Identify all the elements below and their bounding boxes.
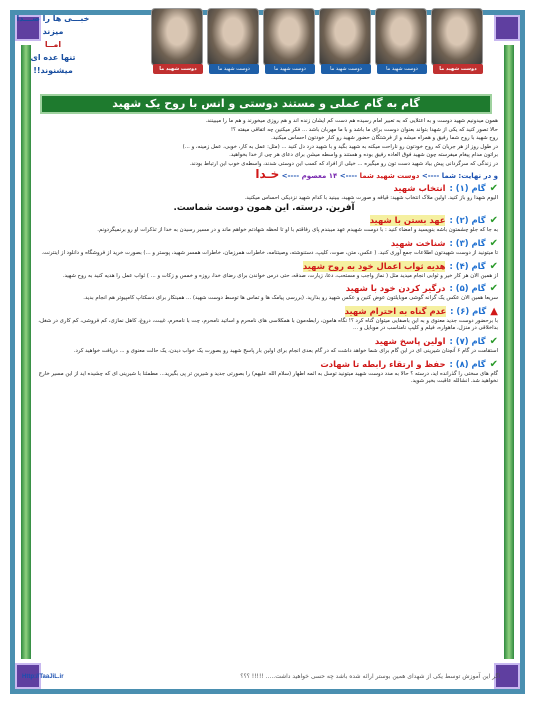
step-heading: [30, 359, 498, 370]
side-pillar: [504, 45, 514, 659]
photo-caption: دوست شهید ما: [377, 64, 427, 74]
formula-you: شما: [441, 171, 456, 180]
portrait: [151, 8, 203, 66]
step-label: گام (۲) :: [449, 215, 486, 226]
photo-caption: دوست شهید ما: [153, 64, 203, 74]
intro-paragraph: در طول روز از هر جریان که روح خودتون رو ناراحت میکنه به شهید بگید و با شهید درد دل کنید ... (مثل: عمل به کار، خوبی، عمل زمینه، و ...): [182, 143, 498, 150]
step-heading: [30, 306, 498, 317]
portrait: [319, 8, 371, 66]
step-heading: [30, 283, 498, 294]
step-text: با برحضور دوست جدید معنوی و به این باصفایی میتوان گناه کرد ؟! نگاه هامون، رابطه‌مون با همکلاسی های نامحرم و اساتید نامحرم، چت با نامحرم، غیبت، دروغ، کاهل نمازی، کم فروشی، کم کاری در شغل، بداخلاقی در منزل، ماهواره، فیلم و کلیپ نامناسب در موبایل و ...: [38, 317, 498, 332]
step-text: استقامت در گام ۶ آنچنان شیرینی ای در این گام برای شما خواهد داشت که در گام بعدی انجام برای اولین بار پاسخ شهید رو بصورت یک خواب دیدن، یک حالت معنوی و ... دریافت خواهید کرد.: [73, 347, 498, 354]
checkmark-icon: ✔: [489, 183, 498, 195]
martyr-photo: [433, 8, 483, 74]
checkmark-icon: ✔: [489, 237, 498, 249]
warning-icon: ▲: [490, 305, 498, 317]
intro-paragraph: همون میدونیم شهید دوست و به اعتلایی که به تعبیر امام رسیده هم دست کم ایشان زنده اند و هم روزی میخورند و هم ما را میبینند.: [205, 118, 498, 124]
header: [8, 6, 483, 84]
step-text: از همین الان هر کار خیر و ثوابی انجام میدید مثل ( نماز واجب و مستحب، دعا، زیارت، صدقه، حتی درس خواندن برای رضای خدا، روزه و خمس و زکات و ... ) ثواب عمل را هدیه کنید به روح شهید.: [62, 272, 498, 279]
photo-caption: دوست شهید ما: [321, 64, 371, 74]
step-name: اولین پاسخ شهید: [374, 335, 446, 346]
step-heading: [30, 261, 498, 272]
photo-caption: دوست شهید ما: [433, 64, 483, 74]
step-label: گام (۶) :: [450, 305, 487, 316]
martyr-photo: [265, 8, 315, 74]
formula-friend: دوست شهید شما: [359, 171, 420, 180]
step-label: گام (۸) :: [449, 358, 486, 369]
website-link[interactable]: Http://TaaJiL.ir: [22, 674, 64, 680]
step-name: انتخاب شهید: [393, 183, 446, 194]
step-heading: [30, 183, 498, 194]
step-name: حفظ و ارتقاء رابطه تا شهادت: [320, 358, 446, 369]
intro-paragraph: در زندگی که سرگردانی پیش بیاد شهید دست تون رو میگیره ... خیلی از افراد که کسب این دوستی شدند، واسطه‌ی خوب این ارتباط بودند.: [189, 160, 498, 167]
portrait: [263, 8, 315, 66]
checkmark-icon: ✔: [489, 358, 498, 370]
logo-line: تنها عده ای میشنوند!!: [30, 53, 76, 75]
checkmark-icon: ✔: [489, 215, 498, 227]
step-text: گام های سختی را گذرانده اید، درسته ؟ حالا به مدد دوست شهید میتونید توسل به ائمه اطهار (سلام الله علیهم) را بصورتی جدید و شیرین تر پی بگیرید... مطمئنا با شیرینی ای که چشیده اید از این مسیر خارج نخواهید شد. انشالله عاقبت بخیر شوید.: [38, 370, 498, 385]
martyr-photo: [321, 8, 371, 74]
page-title: گام به گام عملی و مستند دوستی و انس با روح یک شهید: [40, 94, 492, 114]
step-label: گام (۷) :: [449, 335, 486, 346]
step-label: گام (۴) :: [449, 260, 486, 271]
martyr-photos: [153, 8, 483, 74]
step-name: شناخت شهید: [390, 237, 446, 248]
step-text: تا میتونید از دوست شهیدتون اطلاعات جمع آوری کنید. ( عکس، متن، صوت، کلیپ، دستنوشته، وصیتنامه، خاطرات همرزمان، خاطرات همسر شهید، پوستر و ...) بصورت خرید از فروشگاه و دانلود از اینترنت.: [41, 249, 498, 256]
step-name: هدیه ثواب اعمال خود به روح شهید: [302, 260, 446, 271]
step-heading: [30, 336, 498, 347]
step-text: به جا که جلو چشمتون باشه بنویسید و امضاء کنید : با دوست شهیدم عهد میبندم پای رفاقتم با او تا لحظه شهادتم خواهم ماند و در مسیر رسیدن به خدا از تذکرات او رو برنمیگردونم.: [97, 227, 498, 234]
photo-caption: دوست شهید ما: [265, 64, 315, 74]
step-text: سریعا همین الان عکس یک گرانه گوشی موبایلتون عوض کنین و عکس شهید رو بذارید. (بررسی پیامک ها و تماس ها توسط دوست شهید) ... همینکار برای دسکتاپ کامپیوتر هم انجام بدید.: [83, 295, 498, 302]
step-label: گام (۱) :: [449, 183, 486, 194]
intro-paragraph: حالا تصور کنید که یکی از شهدا بتواند بعنوان دوست برای ما باشد و با ما مهربان باشد ... فکر میکنین چه اتفاقی میفته ؟!: [230, 126, 498, 133]
step-name: درگیر کردن خود با شهید: [345, 283, 446, 294]
step-label: گام (۳) :: [449, 237, 486, 248]
formula-masum: ۱۴ معصوم: [301, 171, 338, 180]
corner-ornament: [494, 15, 520, 41]
step-heading: [30, 215, 498, 226]
intro-paragraph: روح شهید با روح شما رفیق و همراه میشه و از فرشتگان حضور شهید رو کنار خودتون احساس میکنید.: [271, 135, 498, 142]
step-text: الیوم شهدا رو باز کنید. اولین ملاک انتخاب شهید: قیافه و صورت شهید، ببینید با کدام شهید نزدیکی احساس میکنید.: [244, 195, 498, 202]
portrait: [375, 8, 427, 66]
step-name: عدم گناه به احترام شهید: [344, 305, 447, 316]
portrait: [207, 8, 259, 66]
motto: آفرین. درسته. این همون دوست شماست.: [173, 202, 355, 213]
logo-line: خبـــی ها را صـــدا میزند: [16, 14, 90, 36]
martyr-photo: [153, 8, 203, 74]
connection-formula: و در نهایت: شما ----> دوست شهید شما ----> ۱۴ معصوم ----> خـدا: [255, 166, 498, 181]
formula-prefix: و در نهایت:: [458, 171, 498, 180]
step-label: گام (۵) :: [449, 283, 486, 294]
step-name: عهد بستن با شهید: [369, 215, 446, 226]
step-heading: [30, 238, 498, 249]
formula-god: خـدا: [255, 166, 280, 181]
checkmark-icon: ✔: [489, 260, 498, 272]
logo-line: امــا: [44, 40, 62, 49]
intro-paragraph: براتون مدام پیغام میفرسته چون شهید فوق العاده رفیق بوده و هستند و واسطه میشن برای دعای هر چی از خدا بخواهید.: [229, 152, 498, 159]
checkmark-icon: ✔: [489, 283, 498, 295]
main-content: [30, 118, 498, 674]
martyr-photo: [377, 8, 427, 74]
site-logo: [10, 12, 96, 77]
footer-note: اگر این آموزش توسط یکی از شهدای همین بوستر ارائه شده باشد چه حسی خواهید داشت..... !!!!! ؟؟؟: [240, 673, 500, 680]
photo-caption: دوست شهید ما: [209, 64, 259, 74]
checkmark-icon: ✔: [489, 335, 498, 347]
portrait: [431, 8, 483, 66]
martyr-photo: [209, 8, 259, 74]
